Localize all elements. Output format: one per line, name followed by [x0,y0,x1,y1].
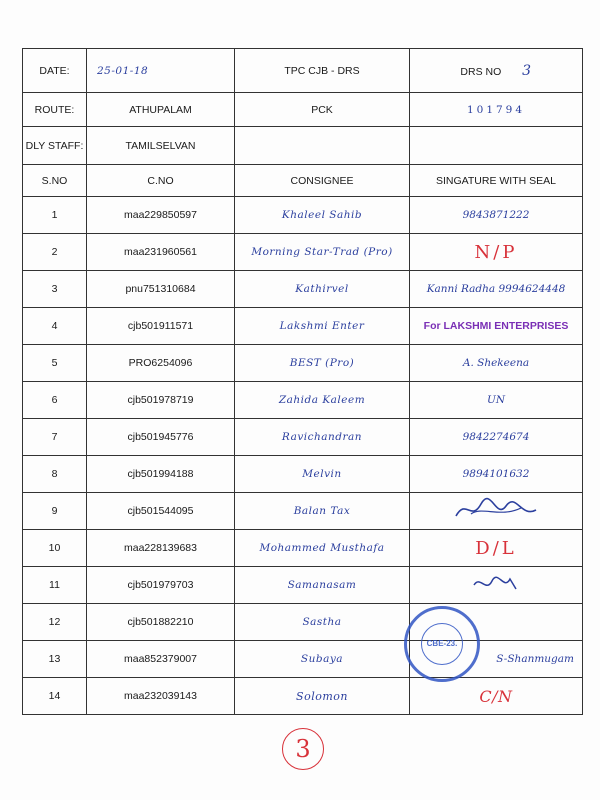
table-row [23,604,583,641]
row-consignee: Melvin [235,456,410,493]
seal-text: CBE-23. [426,639,458,648]
row-sno: 6 [23,382,87,419]
row-consignee: Balan Tax [235,493,410,530]
row-consignee: Mohammed Musthafa [235,530,410,567]
date-value: 25-01-18 [87,49,235,93]
row-cno: maa229850597 [87,197,235,234]
page-number-mark: 3 [282,728,324,770]
row-cno: cjb501978719 [87,382,235,419]
table-row [23,345,583,382]
row-signature: A. Shekeena [410,345,583,382]
row-signature-scribble [410,567,583,604]
table-row [23,234,583,271]
row-consignee: Ravichandran [235,419,410,456]
row-sno: 10 [23,530,87,567]
table-row [23,493,583,530]
row-cno: cjb501979703 [87,567,235,604]
hub-name: TPC CJB - DRS [235,49,410,93]
row-sno: 11 [23,567,87,604]
col-header-consignee: CONSIGNEE [235,165,410,197]
column-header-row [23,165,583,197]
row-signature: N/P [410,234,583,271]
row-sno: 3 [23,271,87,308]
row-cno: pnu751310684 [87,271,235,308]
row-signature: 9894101632 [410,456,583,493]
row-sno: 1 [23,197,87,234]
company-seal-stamp [404,606,480,682]
row-cno: cjb501945776 [87,419,235,456]
row-consignee: Sastha [235,604,410,641]
row-sno: 14 [23,678,87,715]
table-row [23,567,583,604]
table-row [23,271,583,308]
row-sno: 7 [23,419,87,456]
table-row [23,641,583,678]
staff-label: DLY STAFF: [23,127,87,165]
signature-scribble-icon [451,496,541,524]
table-row [23,419,583,456]
row-signature: Kanni Radha 9994624448 [410,271,583,308]
row-cno: cjb501544095 [87,493,235,530]
drs-no-value: 3 [522,62,532,79]
table-row [23,456,583,493]
route-code: PCK [235,93,410,127]
table-row [23,678,583,715]
row-consignee: Subaya [235,641,410,678]
table-row [23,197,583,234]
drs-no-label: DRS NO [460,65,502,78]
row-cno: PRO6254096 [87,345,235,382]
row-consignee: Solomon [235,678,410,715]
row-cno: cjb501882210 [87,604,235,641]
staff-empty-cell [235,127,410,165]
row-signature: C/N [410,678,583,715]
route-number: 101794 [410,93,583,127]
table-row [23,308,583,345]
row-sno: 2 [23,234,87,271]
row-consignee: Lakshmi Enter [235,308,410,345]
row-cno: maa232039143 [87,678,235,715]
signature-scribble-icon [466,571,526,597]
row-sno: 12 [23,604,87,641]
row-signature-scribble [410,493,583,530]
header-row-route [23,93,583,127]
row-signature: 9842274674 [410,419,583,456]
row-consignee: Zahida Kaleem [235,382,410,419]
row-consignee: Kathirvel [235,271,410,308]
row-cno: maa231960561 [87,234,235,271]
route-value: ATHUPALAM [87,93,235,127]
col-header-sno: S.NO [23,165,87,197]
staff-empty-cell-2 [410,127,583,165]
row-sno: 9 [23,493,87,530]
table-row [23,530,583,567]
row-consignee: Morning Star-Trad (Pro) [235,234,410,271]
header-row-staff [23,127,583,165]
row-signature: UN [410,382,583,419]
row-sno: 4 [23,308,87,345]
row-sno: 13 [23,641,87,678]
drs-no-cell [410,49,583,93]
row-consignee: Samanasam [235,567,410,604]
table-row [23,382,583,419]
date-label: DATE: [23,49,87,93]
col-header-cno: C.NO [87,165,235,197]
row-consignee: Khaleel Sahib [235,197,410,234]
row-sno: 8 [23,456,87,493]
row-cno: cjb501994188 [87,456,235,493]
row-signature: 9843871222 [410,197,583,234]
row-sno: 5 [23,345,87,382]
row-cno: maa228139683 [87,530,235,567]
drs-table [22,48,583,715]
col-header-signature: SINGATURE WITH SEAL [410,165,583,197]
row-signature: S-Shanmugam [410,641,583,678]
row-signature: D/L [410,530,583,567]
row-cno: cjb501911571 [87,308,235,345]
row-cno: maa852379007 [87,641,235,678]
staff-value: TAMILSELVAN [87,127,235,165]
row-consignee: BEST (Pro) [235,345,410,382]
header-row-date [23,49,583,93]
route-label: ROUTE: [23,93,87,127]
row-signature-stamp: For LAKSHMI ENTERPRISES [410,308,583,345]
